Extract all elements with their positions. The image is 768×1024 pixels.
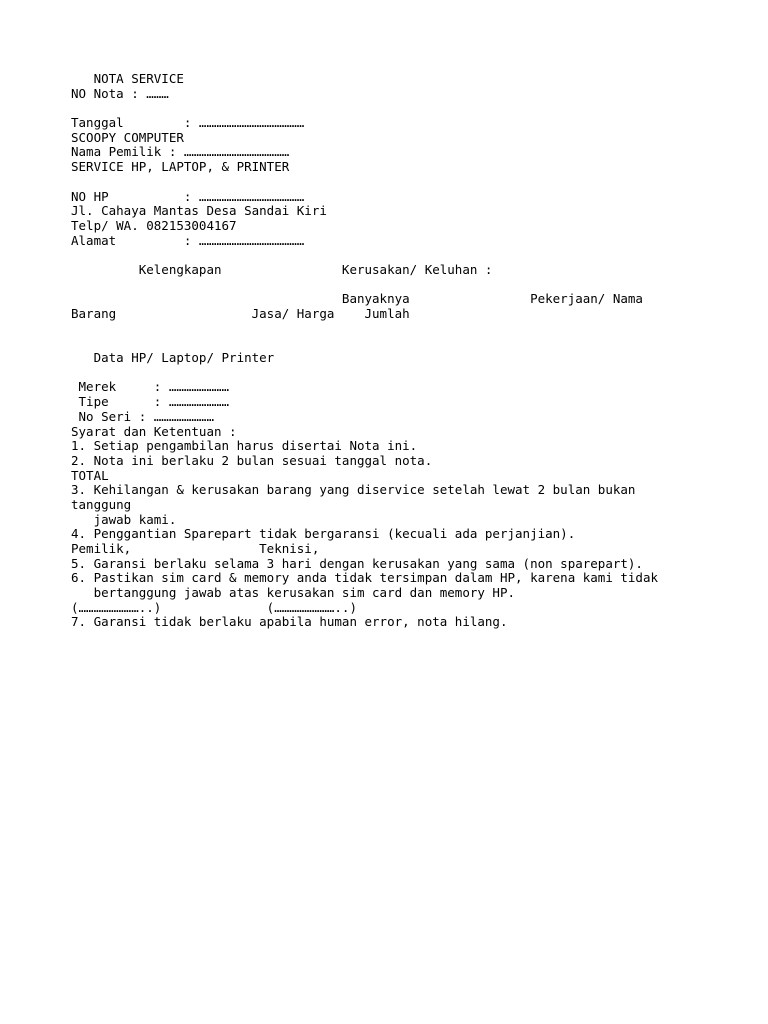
- document-line: Jl. Cahaya Mantas Desa Sandai Kiri: [71, 203, 327, 219]
- document-line: Nama Pemilik : ……………………………………: [71, 144, 290, 160]
- document-line: Pemilik, Teknisi,: [71, 541, 320, 556]
- document-page: [71, 72, 731, 630]
- document-line: Tipe : ……………………: [71, 394, 230, 410]
- blank-line: [71, 322, 731, 337]
- document-line: Alamat : ……………………………………: [71, 232, 305, 248]
- document-line: 2. Nota ini berlaku 2 bulan sesuai tanggal nota.: [71, 452, 433, 468]
- document-line: TOTAL: [71, 467, 109, 483]
- document-line: NO Nota : ………: [71, 85, 169, 101]
- document-line: 1. Setiap pengambilan harus disertai Nota ini.: [71, 438, 418, 454]
- document-line: (……………………..) (……………………..): [71, 599, 357, 615]
- document-line: NOTA SERVICE: [71, 71, 184, 86]
- blank-line: [71, 336, 731, 351]
- blank-line: [71, 278, 731, 293]
- document-line: 5. Garansi berlaku selama 3 hari dengan kerusakan yang sama (non sparepart).: [71, 555, 643, 571]
- document-line: Syarat dan Ketentuan :: [71, 423, 237, 439]
- document-line: bertanggung jawab atas kerusakan sim card dan memory HP.: [71, 585, 516, 601]
- document-line: No Seri : ……………………: [71, 408, 214, 424]
- document-line: 6. Pastikan sim card & memory anda tidak tersimpan dalam HP, karena kami tidak: [71, 570, 658, 586]
- document-line: Merek : ……………………: [71, 379, 230, 395]
- document-line: tanggung: [71, 496, 132, 512]
- blank-line: [71, 175, 731, 190]
- document-line: Kelengkapan Kerusakan/ Keluhan :: [71, 261, 493, 277]
- document-line: 3. Kehilangan & kerusakan barang yang diservice setelah lewat 2 bulan bukan: [71, 482, 636, 498]
- document-line: SERVICE HP, LAPTOP, & PRINTER: [71, 159, 290, 175]
- blank-line: [71, 248, 731, 263]
- document-line: Data HP/ Laptop/ Printer: [71, 350, 275, 366]
- document-line: Barang Jasa/ Harga Jumlah: [71, 306, 410, 321]
- document-line: Tanggal : ……………………………………: [71, 115, 305, 131]
- blank-line: [71, 366, 731, 381]
- document-line: SCOOPY COMPUTER: [71, 129, 184, 145]
- document-line: 4. Penggantian Sparepart tidak bergaransi (kecuali ada perjanjian).: [71, 526, 576, 542]
- document-line: Banyaknya Pekerjaan/ Nama: [71, 291, 643, 307]
- document-line: NO HP : ……………………………………: [71, 188, 305, 204]
- blank-line: [71, 101, 731, 116]
- document-line: jawab kami.: [71, 511, 177, 527]
- document-line: 7. Garansi tidak berlaku apabila human error, nota hilang.: [71, 614, 508, 630]
- document-line: Telp/ WA. 082153004167: [71, 217, 237, 233]
